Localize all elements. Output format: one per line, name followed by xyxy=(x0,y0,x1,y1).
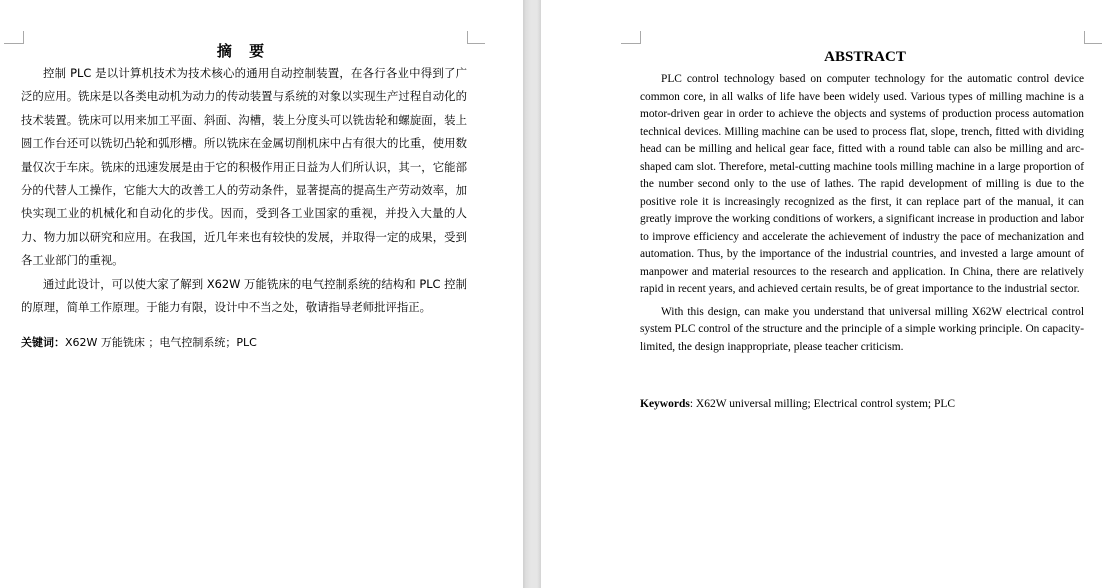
crop-mark-top-right xyxy=(1084,31,1102,44)
keywords-cn-text: X62W 万能铣床 ；电气控制系统；PLC xyxy=(65,336,257,349)
abstract-cn-keywords xyxy=(21,334,467,350)
abstract-en-title: ABSTRACT xyxy=(824,49,906,65)
abstract-en-keywords xyxy=(640,398,1084,410)
abstract-cn-body[interactable] xyxy=(21,62,467,319)
crop-mark-top-left xyxy=(621,31,641,44)
page-chinese-abstract[interactable] xyxy=(0,0,523,588)
abstract-en-paragraph-1: PLC control technology based on computer technology for the automatic control device common core, in all walks of life have been widely used. Various types of milling machine is a motor-driven gear in order to achieve the objects and systems of production process automation technical devices. Milling machine can be used to process flat, slope, trench, fitted with dividing head can be milling and helical gear face, fitted with a round table can also be milling and arc-shaped cam slot. Therefore, metal-cutting machine tools milling machine in a large proportion of the number second only to the use of lathes. The rapid development of milling is due to the positive role it is increasingly recognized as the first, it can replace part of the manual, it can greatly improve the working conditions of workers, a significant increase in production and labor to improve efficiency and accelerate the achievement of industry the pace of mechanization and automation. Thus, by the importance of the industrial countries, and invested a large amount of manpower and material resources to the research and application. In China, there are relatively rapid in recent years, and achieved certain results, be of great importance to the industrial sector. xyxy=(640,73,1084,295)
abstract-en-body[interactable] xyxy=(640,71,1084,356)
keywords-cn-label: 关键词： xyxy=(21,336,65,349)
abstract-en-paragraph-2: With this design, can make you understand that universal milling X62W electrical control system PLC control of the structure and the principle of a simple working principle. On capacity-limited, the design inappropriate, please teacher criticism. xyxy=(640,305,1084,353)
page-gap xyxy=(523,0,541,588)
page-english-abstract[interactable] xyxy=(541,0,1107,588)
keywords-en-label: Keywords xyxy=(640,398,690,410)
abstract-cn-title: 摘 要 xyxy=(216,42,271,60)
abstract-cn-paragraph-2: 通过此设计，可以使大家了解到 X62W 万能铣床的电气控制系统的结构和 PLC 控制的原理，简单工作原理。于能力有限，设计中不当之处，敬请指导老师批评指正。 xyxy=(21,276,467,315)
abstract-cn-paragraph-1: 控制 PLC 是以计算机技术为技术核心的通用自动控制装置，在各行各业中得到了广泛的应用。铣床是以各类电动机为动力的传动装置与系统的对象以实现生产过程自动化的技术装置。铣床可以用来加工平面、斜面、沟槽，装上分度头可以铣齿轮和螺旋面，装上圆工作台还可以铣切凸轮和弧形槽。所以铣床在金属切削机床中占有很大的比重，使用数量仅次于车床。铣床的迅速发展是由于它的积极作用正日益为人们所认识，其一，它能部分的代替人工操作，它能大大的改善工人的劳动条件，显著提高的提高生产劳动效率，加快实现工业的机械化和自动化的步伐。因而，受到各工业国家的重视，并投入大量的人力、物力加以研究和应用。在我国，近几年来也有较快的发展，并取得一定的成果，受到各工业部门的重视。 xyxy=(21,66,467,268)
keywords-en-text: : X62W universal milling; Electrical control system; PLC xyxy=(689,398,956,410)
